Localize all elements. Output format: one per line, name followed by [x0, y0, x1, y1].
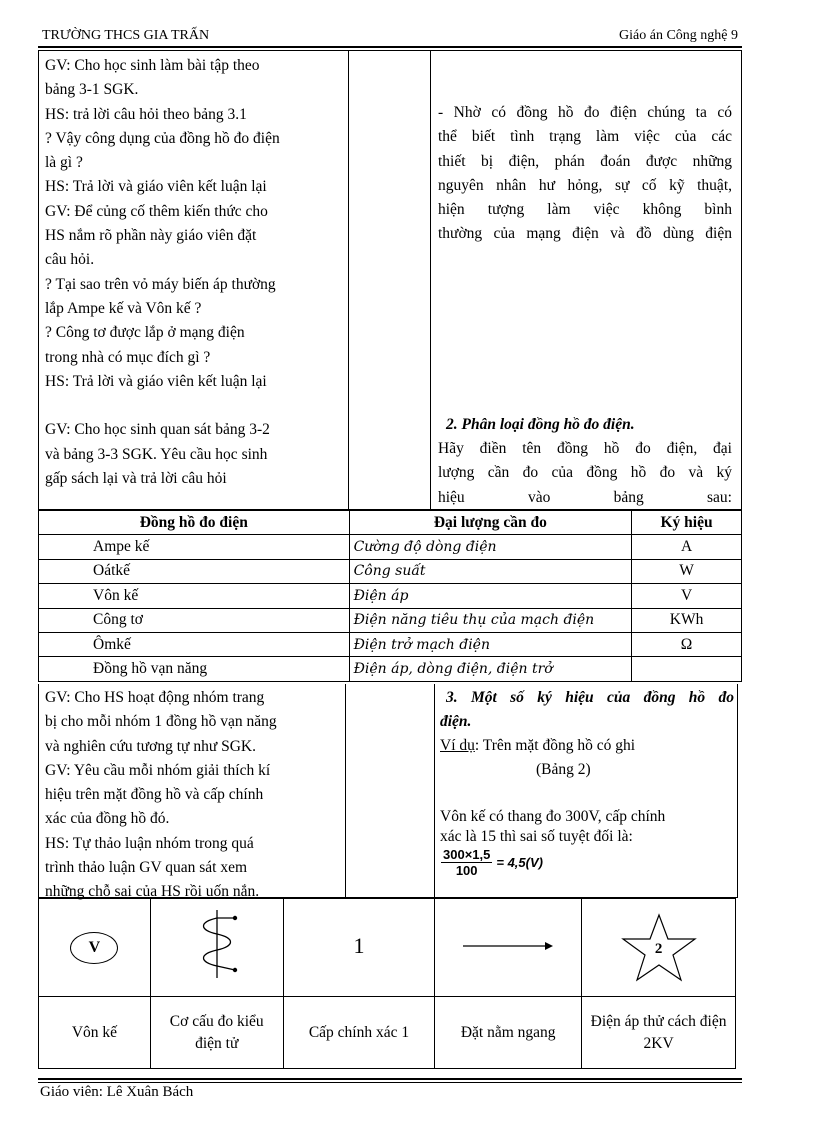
meter-name: Ômkế: [39, 632, 350, 656]
meter-name: Đồng hồ vạn năng: [39, 657, 350, 681]
school-name: TRƯỜNG THCS GIA TRẤN: [42, 28, 210, 43]
section1-right-line: thiết bị điện, phán đoán được những: [438, 152, 732, 170]
section1-left-line: ? Vậy công dụng của đồng hồ đo điện: [45, 129, 280, 147]
footer-rule-thick: [38, 1078, 742, 1080]
section1-right2-line: hiệu vào bảng sau:: [438, 488, 732, 506]
meter-table-row: [39, 608, 742, 632]
table-reference: (Bảng 2): [536, 761, 591, 778]
formula-fraction: [441, 847, 492, 878]
heading-symbols: 3. Một số ký hiệu của đồng hồ đo: [446, 689, 734, 706]
insulation-star-wrap: [619, 912, 699, 984]
section1-left-line: HS: Trả lời và giáo viên kết luận lại: [45, 372, 267, 390]
section3-left-line: xác của đồng hồ đó.: [45, 810, 170, 828]
meter-symbol: KWh: [632, 608, 742, 632]
section3-left-line: những chỗ sai của HS rồi uốn nắn.: [45, 883, 260, 901]
heading-classification: 2. Phân loại đồng hồ đo điện.: [446, 416, 635, 433]
meter-name: Công tơ: [39, 608, 350, 632]
caption-row: [39, 997, 736, 1069]
formula-numerator: 300×1,5: [443, 847, 491, 862]
section1-right-line: nguyên nhân hư hỏng, sự cố kỹ thuật,: [438, 176, 732, 194]
meter-table-row: [39, 559, 742, 583]
section1-right2-text: [438, 437, 732, 510]
symbol-cell-horizontal: [435, 899, 582, 997]
section1-right-line: hiện tượng làm việc không bình: [438, 201, 732, 219]
meter-symbol: W: [632, 559, 742, 583]
header-rule: [38, 46, 742, 48]
meter-table-row: [39, 584, 742, 608]
section1-left-line: HS nắm rõ phần này giáo viên đặt: [45, 227, 257, 245]
example-label: Ví dụ: [440, 737, 475, 754]
measured-quantity: Điện trở mạch điện: [349, 632, 632, 656]
voltmeter-text-a: Vôn kế có thang đo 300V, cấp chính: [440, 808, 666, 825]
symbol-caption: Điện áp thử cách điện 2KV: [582, 997, 736, 1069]
section1-left-line: ? Tại sao trên vỏ máy biến áp thường: [45, 275, 276, 293]
section1-left-line: câu hỏi.: [45, 251, 95, 269]
symbol-caption: Cấp chính xác 1: [283, 997, 435, 1069]
horizontal-arrow-icon: [463, 940, 553, 952]
section1-left-line: gấp sách lại và trả lời câu hỏi: [45, 470, 227, 488]
meter-name: Ampe kế: [39, 535, 350, 559]
accuracy-class-icon: 1: [353, 933, 365, 958]
formula-denominator: 100: [455, 863, 478, 878]
symbol-cell-voltmeter: [39, 899, 151, 997]
voltmeter-text-b: xác là 15 thì sai số tuyệt đối là:: [440, 828, 633, 845]
symbol-cell-electronic: [150, 899, 283, 997]
section1-left-line: GV: Cho học sinh làm bài tập theo: [45, 57, 260, 74]
col-header-quantity: Đại lượng cần đo: [349, 511, 632, 535]
section3-left-text: [45, 686, 337, 905]
meter-symbol: Ω: [632, 632, 742, 656]
section3-left-line: hiệu trên mặt đồng hồ và cấp chính: [45, 786, 264, 804]
section1-left-line: HS: trả lời câu hỏi theo bảng 3.1: [45, 105, 247, 123]
voltmeter-symbol-icon: V: [70, 932, 118, 964]
measured-quantity: Công suất: [349, 559, 632, 583]
meter-table-row: [39, 657, 742, 681]
meter-symbol: [632, 657, 742, 681]
col-header-symbol: Ký hiệu: [632, 511, 742, 535]
error-formula: [441, 847, 543, 878]
section1-left-line: trong nhà có mục đích gì ?: [45, 348, 211, 366]
section1-left-line: GV: Cho học sinh quan sát bảng 3-2: [45, 421, 270, 439]
symbol-cell-accuracy: [283, 899, 435, 997]
section1-left-line: [45, 394, 339, 418]
section3-left-line: GV: Yêu cầu mỗi nhóm giải thích kí: [45, 761, 271, 779]
section1-divider-a: [348, 50, 349, 510]
heading-symbols-cont: điện.: [440, 713, 472, 730]
section1-right-line: - Nhờ có đồng hồ đo điện chúng ta có: [438, 104, 732, 121]
section3-left-line: và nghiên cứu tương tự như SGK.: [45, 737, 256, 755]
section1-right-line: thể biết tình trạng làm việc của các: [438, 128, 732, 146]
col-header-meter: Đồng hồ đo điện: [39, 511, 350, 535]
subject-title: Giáo án Công nghệ 9: [619, 28, 738, 43]
meter-table-row: [39, 632, 742, 656]
section1-right-text: [438, 101, 732, 247]
measured-quantity: Cường độ dòng điện: [349, 535, 632, 559]
meter-table: [38, 510, 742, 682]
section1-left-line: là gì ?: [45, 154, 83, 172]
example-text: : Trên mặt đồng hồ có ghi: [474, 737, 636, 754]
electronic-mechanism-icon: [187, 908, 247, 980]
section3-left-line: GV: Cho HS hoạt động nhóm trang: [45, 689, 265, 706]
symbol-caption: Cơ cấu đo kiểu điện tử: [150, 997, 283, 1069]
section1-right2-line: Hãy điền tên đồng hồ đo điện, đại: [438, 440, 732, 457]
section3-left-line: HS: Tự thảo luận nhóm trong quá: [45, 834, 254, 852]
symbol-table: [38, 898, 736, 1069]
section3-divider-b: [434, 684, 435, 898]
section1-right-line: thường của mạng điện và đồ dùng điện: [438, 225, 732, 243]
section1-left-line: bảng 3-1 SGK.: [45, 81, 139, 99]
measured-quantity: Điện áp, dòng điện, điện trở: [349, 657, 632, 681]
section1-left-line: lắp Ampe kế và Vôn kế ?: [45, 299, 202, 317]
meter-name: Vôn kế: [39, 584, 350, 608]
footer-rule-thin: [38, 1082, 742, 1083]
symbol-caption: Đặt nằm ngang: [435, 997, 582, 1069]
example-line: [440, 734, 635, 758]
symbol-row: [39, 899, 736, 997]
section1-left-line: HS: Trả lời và giáo viên kết luận lại: [45, 178, 267, 196]
meter-name: Oátkế: [39, 559, 350, 583]
meter-table-header: [39, 511, 742, 535]
section1-left-line: GV: Để củng cố thêm kiến thức cho: [45, 202, 268, 220]
measured-quantity: Điện áp: [349, 584, 632, 608]
symbol-cell-insulation: [582, 899, 736, 997]
meter-symbol: A: [632, 535, 742, 559]
section1-left-text: [45, 54, 339, 491]
measured-quantity: Điện năng tiêu thụ của mạch điện: [349, 608, 632, 632]
section1-left-line: và bảng 3-3 SGK. Yêu cầu học sinh: [45, 445, 268, 463]
symbol-caption: Vôn kế: [39, 997, 151, 1069]
section1-right2-line: lượng cần đo của đồng hồ đo và ký: [438, 464, 732, 482]
section3-left-line: bị cho mỗi nhóm 1 đồng hồ vạn năng: [45, 713, 277, 731]
insulation-voltage-value: 2: [654, 940, 663, 957]
section3-left-line: trình thảo luận GV quan sát xem: [45, 859, 248, 877]
meter-table-row: [39, 535, 742, 559]
section1-divider-b: [430, 50, 431, 510]
section3-divider-a: [345, 684, 346, 898]
teacher-name: Giáo viên: Lê Xuân Bách: [40, 1084, 194, 1100]
section1-left-line: ? Công tơ được lắp ở mạng điện: [45, 324, 245, 342]
formula-result: = 4,5(V): [496, 855, 543, 870]
meter-symbol: V: [632, 584, 742, 608]
